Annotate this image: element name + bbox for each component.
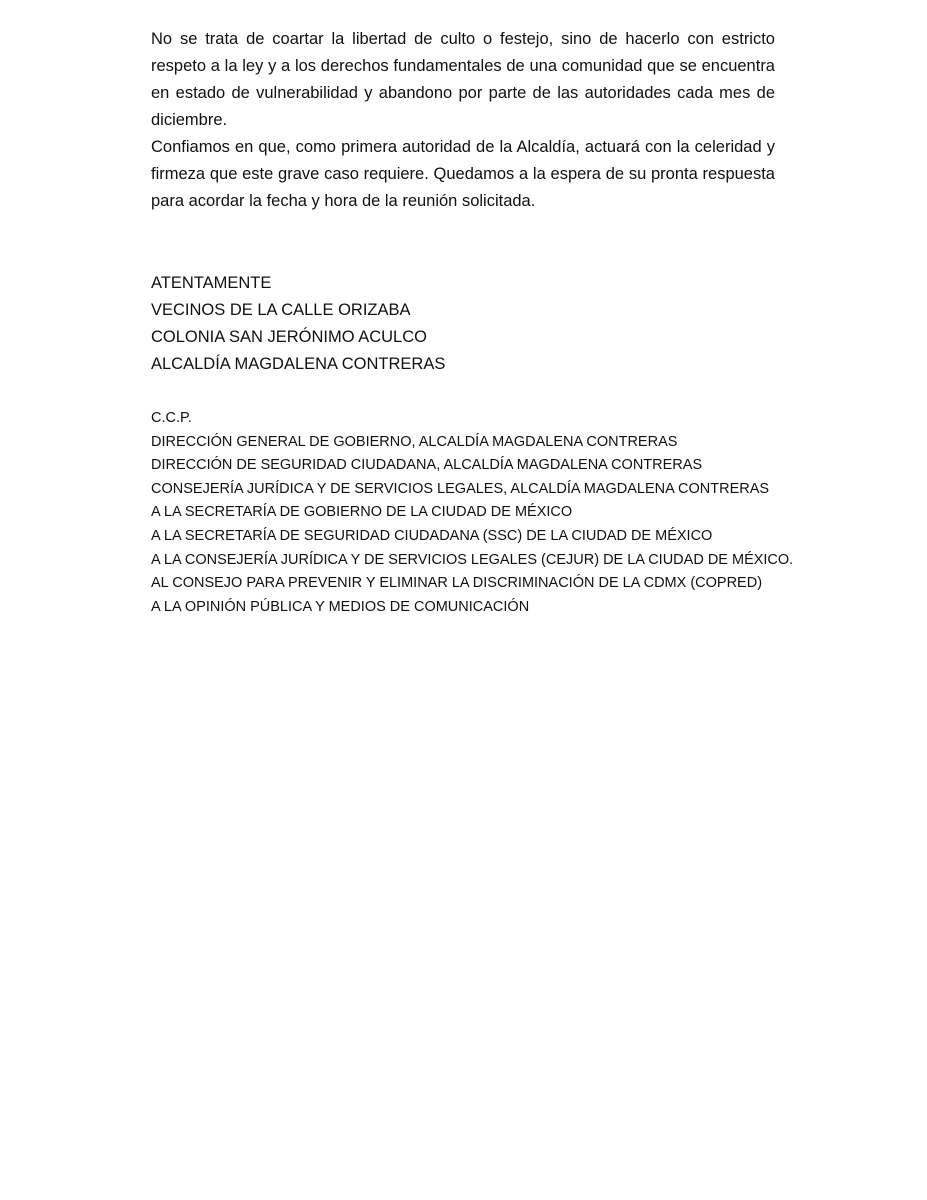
ccp-recipient: A LA SECRETARÍA DE SEGURIDAD CIUDADANA (SSC) DE LA CIUDAD DE MÉXICO — [151, 527, 713, 544]
ccp-block — [151, 407, 793, 619]
signature-block — [151, 270, 445, 378]
ccp-recipient: DIRECCIÓN DE SEGURIDAD CIUDADANA, ALCALDÍA MAGDALENA CONTRERAS — [151, 457, 703, 474]
signature-line: VECINOS DE LA CALLE ORIZABA — [151, 301, 411, 319]
ccp-recipient: DIRECCIÓN GENERAL DE GOBIERNO, ALCALDÍA MAGDALENA CONTRERAS — [151, 433, 678, 450]
ccp-recipient: A LA CONSEJERÍA JURÍDICA Y DE SERVICIOS LEGALES (CEJUR) DE LA CIUDAD DE MÉXICO. — [151, 551, 794, 568]
signature-line: COLONIA SAN JERÓNIMO ACULCO — [151, 328, 427, 346]
ccp-label: C.C.P. — [151, 410, 192, 426]
signature-line: ALCALDÍA MAGDALENA CONTRERAS — [151, 355, 446, 373]
body-paragraph: No se trata de coartar la libertad de culto o festejo, sino de hacerlo con estricto respeto a la ley y a los derechos fundamentales de una comunidad que se encuentra en estado de vulnerabilidad y abandono por parte de las autoridades cada mes de diciembre. — [151, 30, 775, 129]
ccp-recipient: CONSEJERÍA JURÍDICA Y DE SERVICIOS LEGALES, ALCALDÍA MAGDALENA CONTRERAS — [151, 480, 770, 497]
body-paragraph: Confiamos en que, como primera autoridad de la Alcaldía, actuará con la celeridad y firmeza que este grave caso requiere. Quedamos a la espera de su pronta respuesta para acordar la fecha y hora de la reunión solicitada. — [151, 138, 775, 210]
ccp-recipient: A LA OPINIÓN PÚBLICA Y MEDIOS DE COMUNICACIÓN — [151, 598, 530, 615]
ccp-recipient: AL CONSEJO PARA PREVENIR Y ELIMINAR LA DISCRIMINACIÓN DE LA CDMX (COPRED) — [151, 575, 763, 592]
ccp-recipient-list — [151, 431, 793, 620]
signature-closing: ATENTAMENTE — [151, 274, 272, 292]
ccp-recipient: A LA SECRETARÍA DE GOBIERNO DE LA CIUDAD DE MÉXICO — [151, 504, 573, 521]
